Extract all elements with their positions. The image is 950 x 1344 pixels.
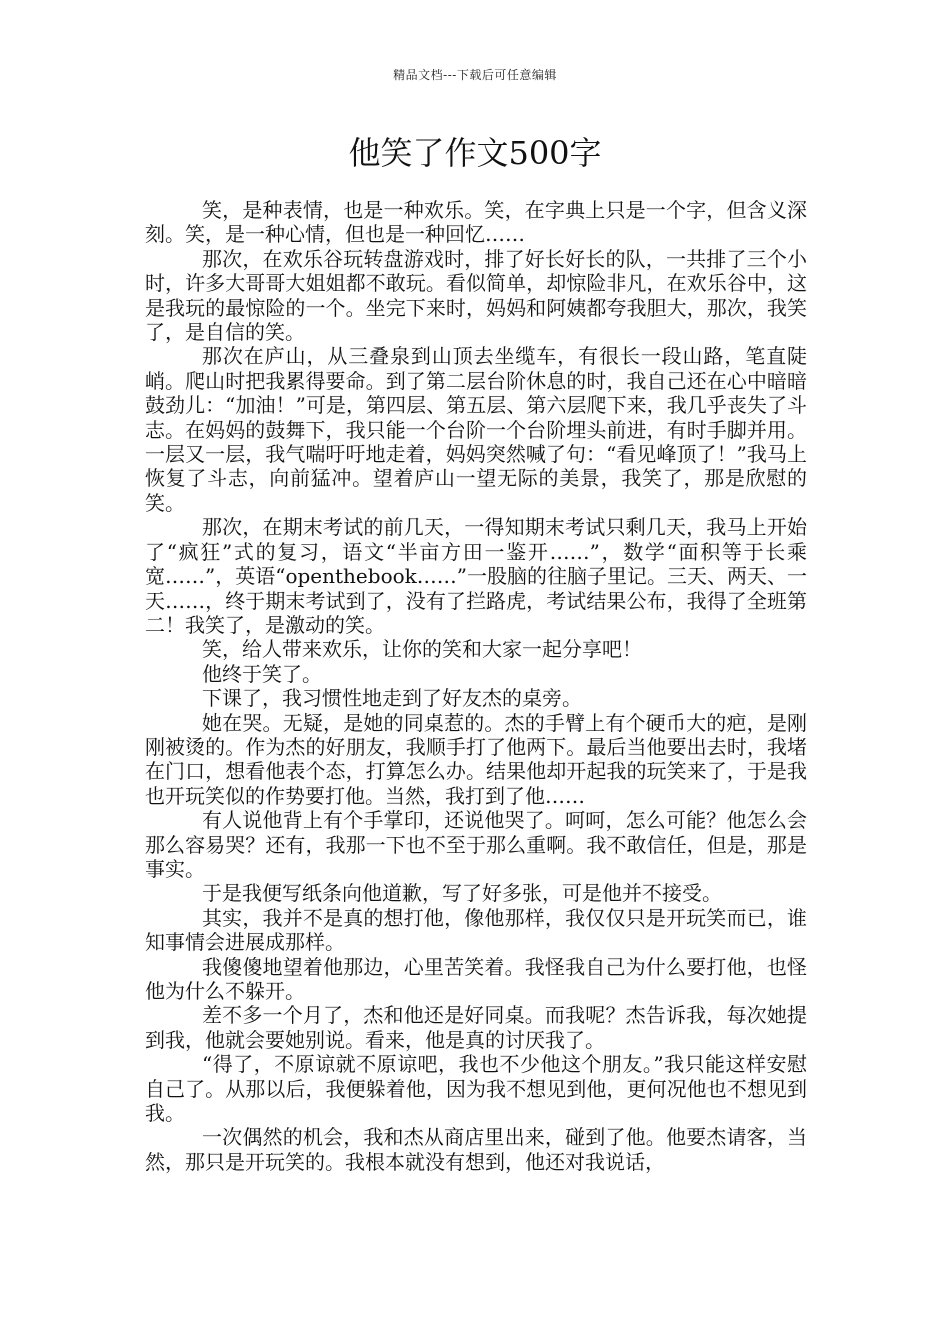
paragraph: 她在哭。无疑，是她的同桌惹的。杰的手臂上有个硬币大的疤，是刚刚被烫的。作为杰的好朋友，我顺手打了他两下。最后当他要出去时，我堵在门口，想看他表个态，打算怎么办。结果他却开起我的玩笑来了，于是我也开玩笑似的作势要打他。当然，我打到了他…… — [145, 710, 807, 808]
document-title: 他笑了作文500字 — [348, 134, 602, 172]
paragraph: 差不多一个月了，杰和他还是好同桌。而我呢？杰告诉我，每次她提到我，他就会要她别说。看来，他是真的讨厌我了。 — [145, 1003, 807, 1052]
document-body — [145, 198, 807, 1174]
paragraph: 笑，给人带来欢乐，让你的笑和大家一起分享吧！ — [202, 637, 642, 662]
paragraph: 他终于笑了。 — [202, 661, 322, 686]
paragraph: 笑，是种表情，也是一种欢乐。笑，在字典上只是一个字，但含义深刻。笑，是一种心情，但也是一种回忆…… — [145, 198, 807, 247]
paragraph: 那次，在欢乐谷玩转盘游戏时，排了好长好长的队，一共排了三个小时，许多大哥哥大姐姐都不敢玩。看似简单，却惊险非凡，在欢乐谷中，这是我玩的最惊险的一个。坐完下来时，妈妈和阿姨都夸我胆大，那次，我笑了，是自信的笑。 — [145, 246, 807, 345]
paragraph: 我傻傻地望着他那边，心里苦笑着。我怪我自己为什么要打他，也怪他为什么不躲开。 — [145, 954, 807, 1003]
paragraph: 有人说他背上有个手掌印，还说他哭了。呵呵，怎么可能？他怎么会那么容易哭？还有，我那一下也不至于那么重啊。我不敢信任，但是，那是事实。 — [145, 808, 807, 881]
paragraph: 一次偶然的机会，我和杰从商店里出来，碰到了他。他要杰请客，当然，那只是开玩笑的。我根本就没有想到，他还对我说话， — [145, 1125, 807, 1174]
paragraph: 其实，我并不是真的想打他，像他那样，我仅仅只是开玩笑而已，谁知事情会进展成那样。 — [145, 905, 807, 955]
paragraph: 下课了，我习惯性地走到了好友杰的桌旁。 — [202, 686, 582, 711]
paragraph: “得了，不原谅就不原谅吧，我也不少他这个朋友。”我只能这样安慰自己了。从那以后，我便躲着他，因为我不想见到他，更何况他也不想见到我。 — [145, 1052, 807, 1126]
page-header: 精品文档---下载后可任意编辑 — [393, 68, 557, 82]
paragraph: 那次，在期末考试的前几天，一得知期末考试只剩几天，我马上开始了“疯狂”式的复习，语文“半亩方田一鉴开……”，数学“面积等于长乘宽……”，英语“openthebook……”一股脑的往脑子里记。三天、两天、一天……，终于期末考试到了，没有了拦路虎，考试结果公布，我得了全班第二！我笑了，是激动的笑。 — [145, 515, 807, 637]
paragraph: 那次在庐山，从三叠泉到山顶去坐缆车，有很长一段山路，笔直陡峭。爬山时把我累得要命。到了第二层台阶休息的时，我自己还在心中暗暗鼓劲儿：“加油！”可是，第四层、第五层、第六层爬下来，我几乎丧失了斗志。在妈妈的鼓舞下，我只能一个台阶一个台阶埋头前进，有时手脚并用。一层又一层，我气喘吁吁地走着，妈妈突然喊了句：“看见峰顶了！”我马上恢复了斗志，向前猛冲。望着庐山一望无际的美景，我笑了，那是欣慰的笑。 — [145, 344, 807, 515]
paragraph: 于是我便写纸条向他道歉，写了好多张，可是他并不接受。 — [202, 881, 722, 906]
